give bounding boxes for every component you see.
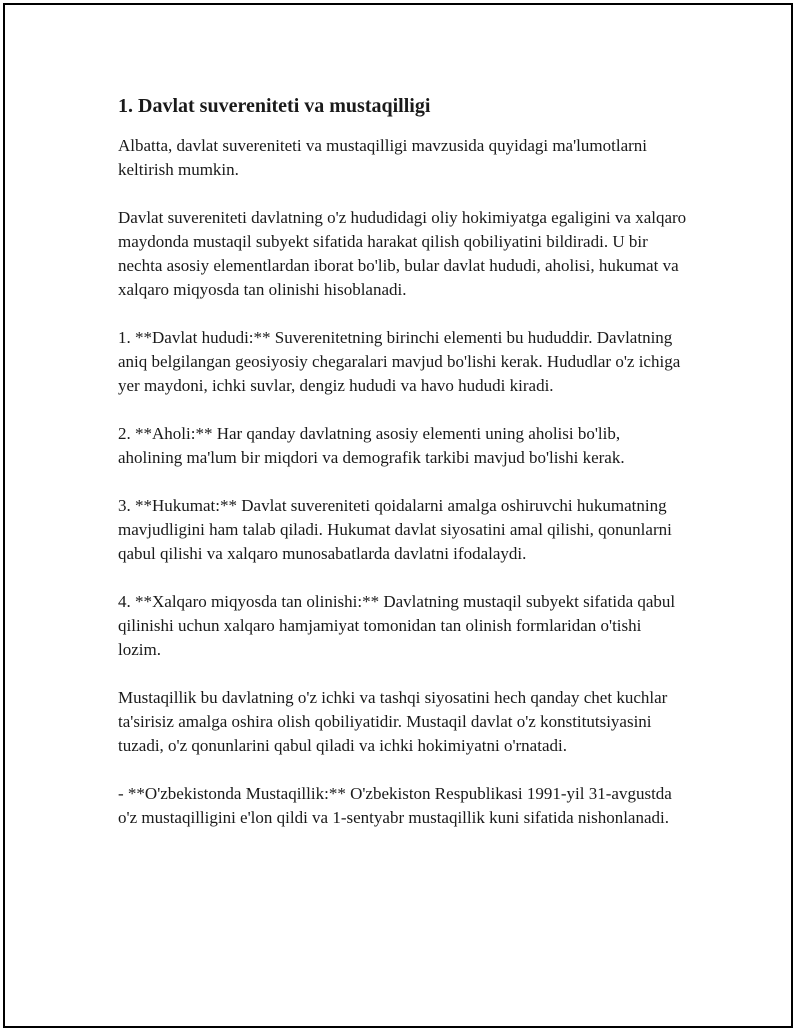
- paragraph-independence: Mustaqillik bu davlatning o'z ichki va tashqi siyosatini hech qanday chet kuchlar ta'sirisiz amalga oshira olish qobiliyatidir. Mustaqil davlat o'z konstitutsiyasini tuzadi, o'z qonunlarini qabul qiladi va ichki hokimiyatni o'rnatadi.: [118, 688, 668, 755]
- paragraph-recognition: 4. **Xalqaro miqyosda tan olinishi:** Davlatning mustaqil subyekt sifatida qabul qilinishi uchun xalqaro hamjamiyat tomonidan tan olinish formlaridan o'tishi lozim.: [118, 592, 676, 659]
- paragraph-intro: Albatta, davlat suvereniteti va mustaqilligi mavzusida quyidagi ma'lumotlarni keltirish mumkin.: [118, 136, 647, 179]
- paragraph-population: 2. **Aholi:** Har qanday davlatning asosiy elementi uning aholisi bo'lib, aholining ma'lum bir miqdori va demografik tarkibi mavjud bo'lishi kerak.: [118, 424, 625, 467]
- paragraph-territory: 1. **Davlat hududi:** Suverenitetning birinchi elementi bu hududdir. Davlatning aniq belgilangan geosiyosiy chegaralari mavjud bo'lishi kerak. Hududlar o'z ichiga yer maydoni, ichki suvlar, dengiz hududi va havo hududi kiradi.: [118, 328, 681, 395]
- document-body: [118, 92, 688, 854]
- document-title: 1. Davlat suvereniteti va mustaqilligi: [118, 95, 431, 117]
- paragraph-sovereignty-definition: Davlat suvereniteti davlatning o'z hududidagi oliy hokimiyatga egaligini va xalqaro maydonda mustaqil subyekt sifatida harakat qilish qobiliyatini bildiradi. U bir nechta asosiy elementlardan iborat bo'lib, bular davlat hududi, aholisi, hukumat va xalqaro miqyosda tan olinishi hisoblanadi.: [118, 208, 687, 299]
- paragraph-government: 3. **Hukumat:** Davlat suvereniteti qoidalarni amalga oshiruvchi hukumatning mavjudligini ham talab qiladi. Hukumat davlat siyosatini amal qilishi, qonunlarni qabul qilishi va xalqaro munosabatlarda davlatni ifodalaydi.: [118, 496, 672, 563]
- paragraph-uzbekistan: - **O'zbekistonda Mustaqillik:** O'zbekiston Respublikasi 1991-yil 31-avgustda o'z mustaqilligini e'lon qildi va 1-sentyabr mustaqillik kuni sifatida nishonlanadi.: [118, 784, 672, 827]
